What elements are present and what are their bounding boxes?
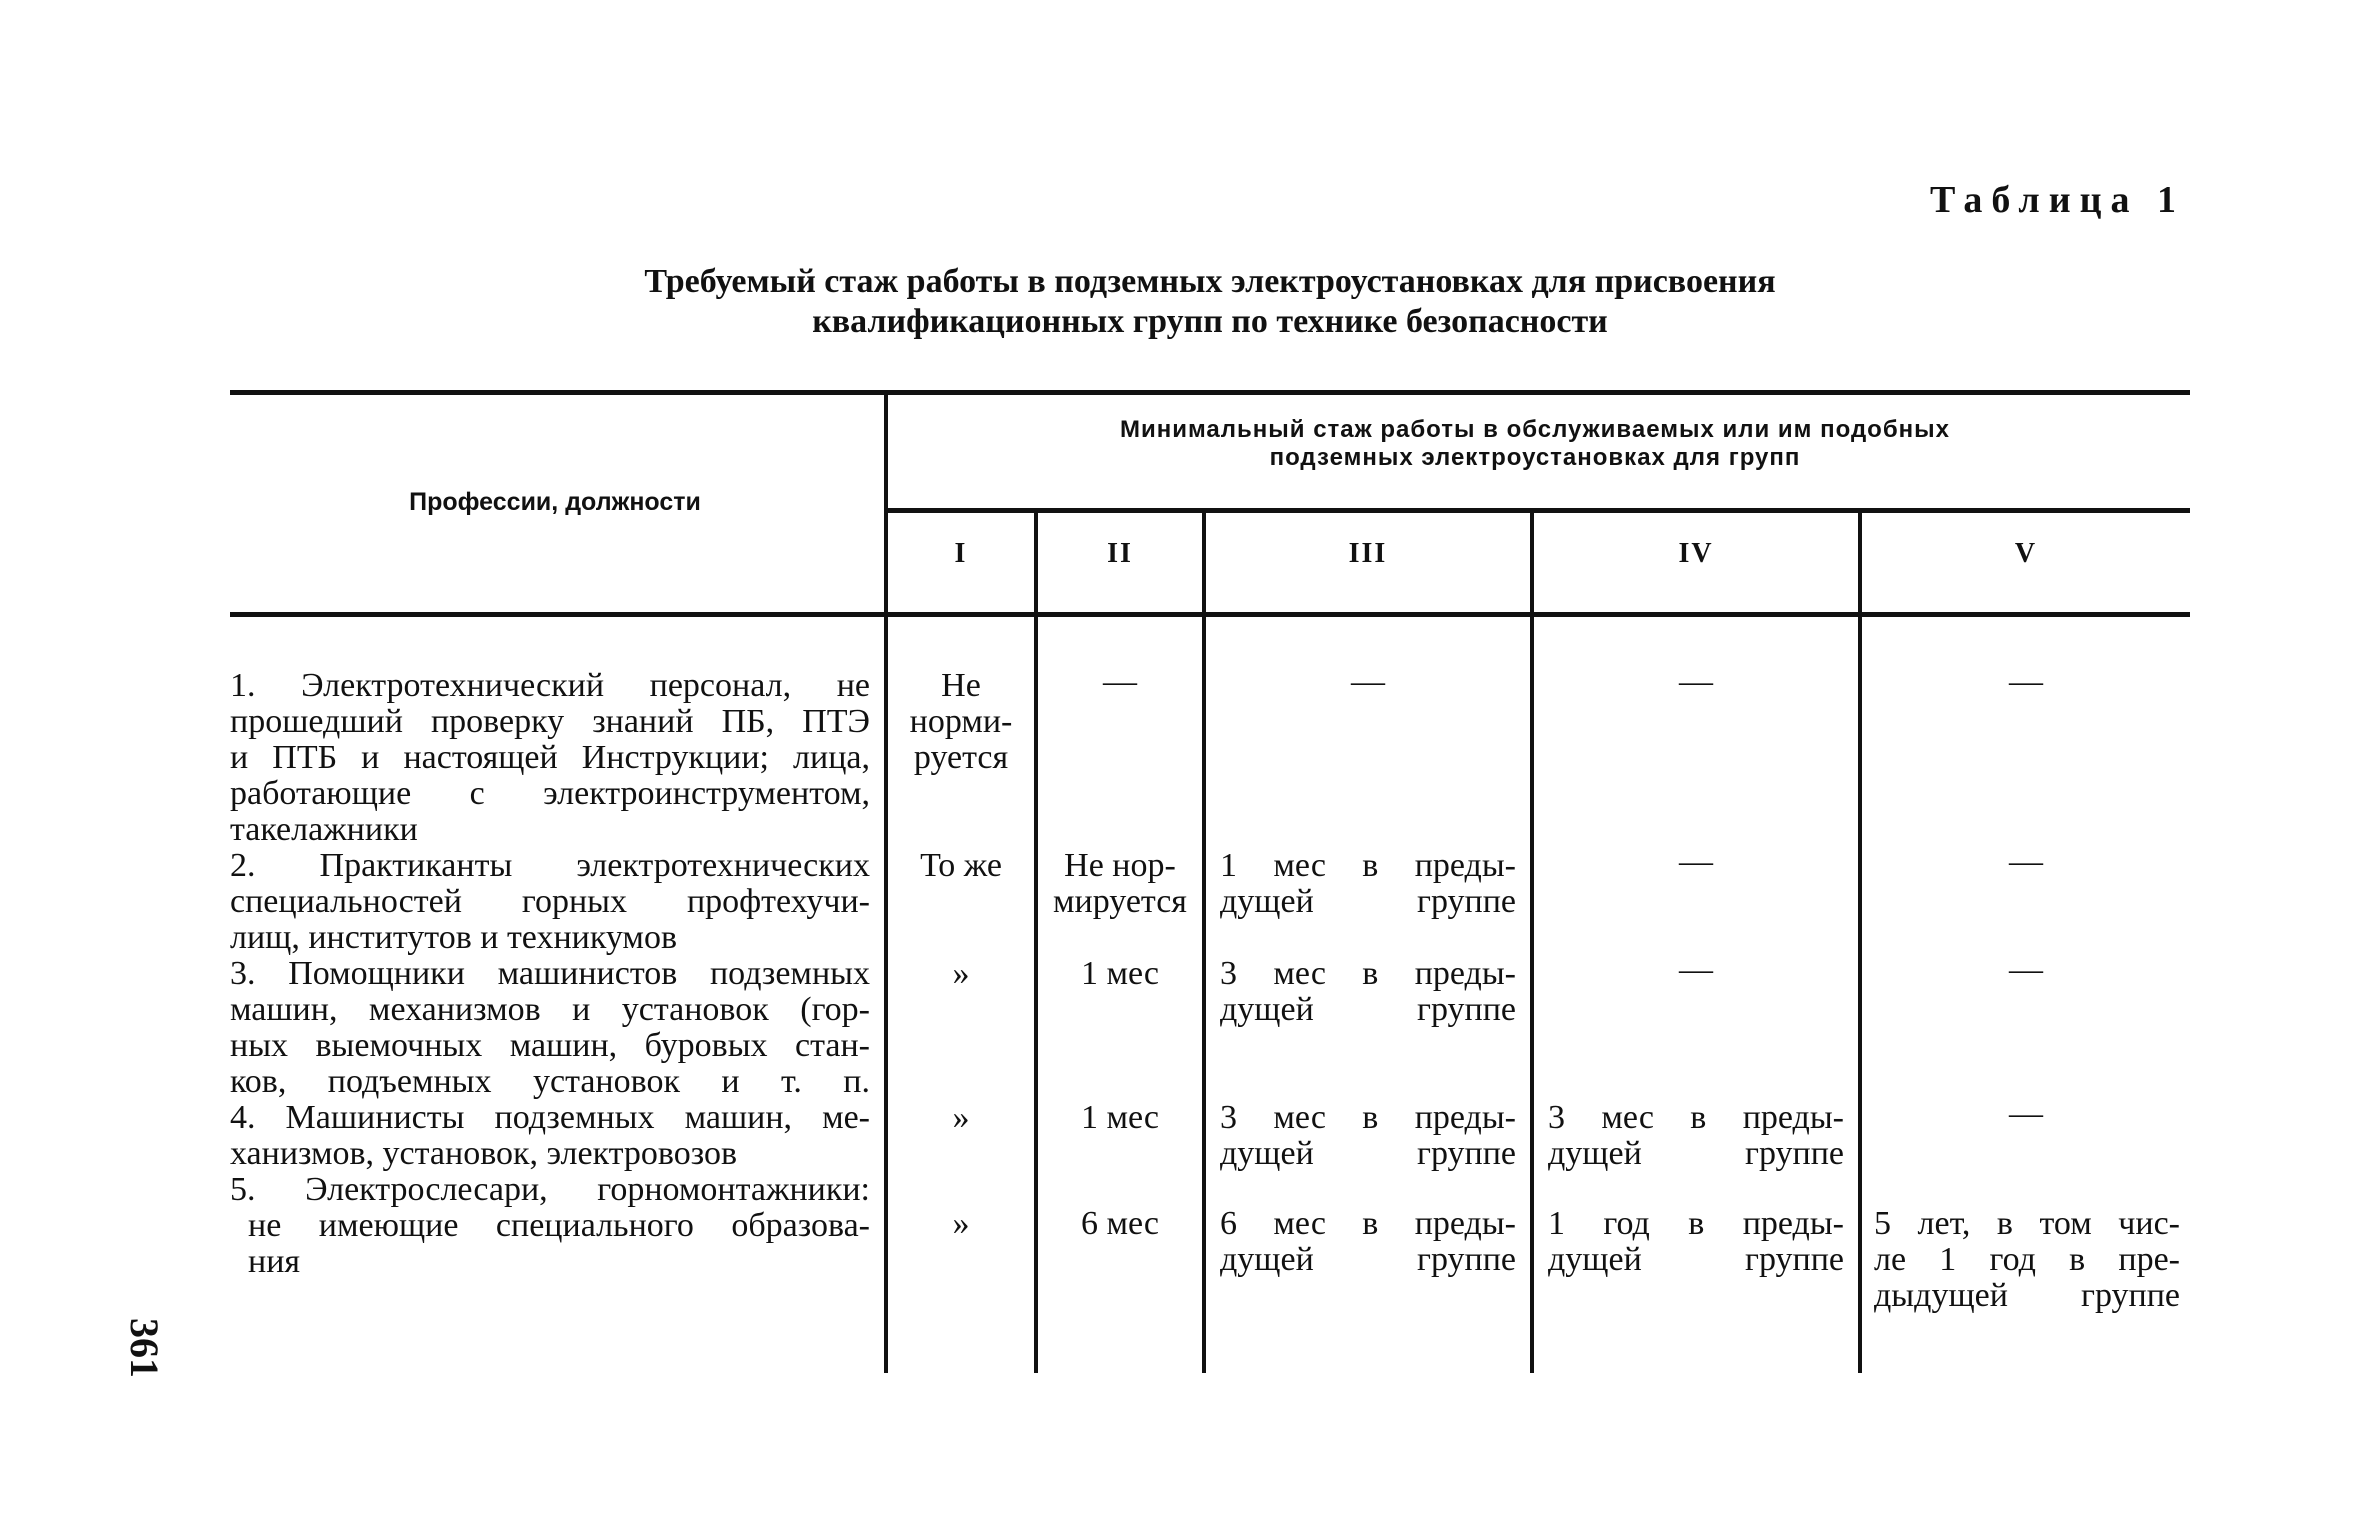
column-divider-4 [1530, 510, 1534, 1373]
table-row-5-group-5 [1874, 1206, 2180, 1314]
header-min-experience [890, 416, 2180, 472]
row-1-g1-line-1: Не [941, 667, 981, 704]
row-5-g3-line-1: 6 мес в преды- [1220, 1205, 1516, 1242]
page-title-line-2: квалификационных групп по технике безопасности [812, 303, 1608, 340]
table-row-2-group-1: То же [920, 847, 1002, 884]
table-row-2-group-3 [1220, 848, 1516, 920]
row-1-profession-line-1: 1. Электротехнический персонал, не [230, 667, 870, 704]
row-4-profession-line-1: 4. Машинисты подземных машин, ме- [230, 1099, 870, 1136]
table-row-4-group-1: » [952, 1099, 970, 1136]
table-row-1-group-5: — [2009, 663, 2043, 700]
row-5-g4-line-2: дущей группе [1548, 1241, 1844, 1278]
row-2-g2-line-1: Не нор- [1064, 847, 1176, 884]
table-row-3-group-4: — [1679, 951, 1713, 988]
group-header-4: IV [1678, 538, 1714, 569]
page-title [230, 262, 2190, 342]
table-row-2-profession [230, 848, 870, 956]
row-4-g4-line-2: дущей группе [1548, 1135, 1844, 1172]
row-5-profession-line-3: ния [248, 1243, 301, 1280]
table-row-2-group-4: — [1679, 843, 1713, 880]
row-2-g3-line-2: дущей группе [1220, 883, 1516, 920]
table-row-1-group-3: — [1351, 663, 1385, 700]
table-row-3-group-2: 1 мес [1080, 955, 1160, 992]
column-divider-2 [1034, 510, 1038, 1373]
table-row-5-group-4 [1548, 1206, 1844, 1278]
row-5-g5-line-3: дыдущей группе [1874, 1277, 2180, 1314]
table-row-4-group-5: — [2009, 1095, 2043, 1132]
row-5-g5-line-1: 5 лет, в том чис- [1874, 1205, 2180, 1242]
group-header-rule [888, 508, 2190, 513]
table-row-1-group-1 [888, 668, 1034, 776]
row-1-profession-line-2: прошедший проверку знаний ПБ, ПТЭ [230, 703, 870, 740]
row-4-g4-line-1: 3 мес в преды- [1548, 1099, 1844, 1136]
page-number: 361 [122, 1318, 167, 1378]
row-1-g1-line-2: норми- [909, 703, 1013, 740]
page-title-line-1: Требуемый стаж работы в подземных электроустановках для присвоения [644, 263, 1776, 300]
row-5-profession-line-1: 5. Электрослесари, горномонтажники: [230, 1171, 870, 1208]
row-4-g3-line-2: дущей группе [1220, 1135, 1516, 1172]
row-1-profession-line-4: работающие с электроинструментом, [230, 775, 870, 812]
table-row-4-group-2: 1 мес [1080, 1099, 1160, 1136]
table-row-4-profession [230, 1100, 870, 1172]
table-row-1-group-2: — [1103, 663, 1137, 700]
row-3-g3-line-2: дущей группе [1220, 991, 1516, 1028]
row-5-g4-line-1: 1 год в преды- [1548, 1205, 1844, 1242]
group-header-5: V [2014, 538, 2038, 569]
row-2-g3-line-1: 1 мес в преды- [1220, 847, 1516, 884]
table-row-3-profession [230, 956, 870, 1100]
header-bottom-rule [230, 612, 2190, 617]
header-min-experience-line-1: Минимальный стаж работы в обслуживаемых или им подобных [1120, 416, 1950, 443]
row-1-g1-line-3: руется [913, 739, 1009, 776]
row-3-profession-line-4: ков, подъемных установок и т. п. [230, 1063, 870, 1100]
table-top-rule [230, 390, 2190, 395]
header-professions: Профессии, должности [409, 488, 701, 516]
row-2-profession-line-3: лищ, институтов и техникумов [230, 919, 677, 956]
table-row-3-group-1: » [952, 955, 970, 992]
row-3-profession-line-3: ных выемочных машин, буровых стан- [230, 1027, 870, 1064]
table-label: Таблица 1 [1929, 179, 2185, 221]
table-row-5-group-2: 6 мес [1080, 1205, 1160, 1242]
table-row-4-group-3 [1220, 1100, 1516, 1172]
table-row-2-group-2 [1038, 848, 1202, 920]
row-5-g3-line-2: дущей группе [1220, 1241, 1516, 1278]
column-divider-3 [1202, 510, 1206, 1373]
table-row-1-group-4: — [1679, 663, 1713, 700]
row-4-g3-line-1: 3 мес в преды- [1220, 1099, 1516, 1136]
row-3-profession-line-2: машин, механизмов и установок (гор- [230, 991, 870, 1028]
row-2-profession-line-2: специальностей горных профтехучи- [230, 883, 870, 920]
table-row-5-group-1: » [952, 1205, 970, 1242]
group-header-3: III [1348, 538, 1388, 569]
row-2-g2-line-2: мируется [1053, 883, 1187, 920]
table-row-4-group-4 [1548, 1100, 1844, 1172]
row-5-g5-line-2: ле 1 год в пре- [1874, 1241, 2180, 1278]
row-5-profession-line-2: не имеющие специального образова- [248, 1207, 870, 1244]
table-row-5-profession [230, 1172, 870, 1280]
table-row-3-group-3 [1220, 956, 1516, 1028]
row-3-g3-line-1: 3 мес в преды- [1220, 955, 1516, 992]
row-3-profession-line-1: 3. Помощники машинистов подземных [230, 955, 870, 992]
row-1-profession-line-5: такелажники [230, 811, 418, 848]
table-row-2-group-5: — [2009, 843, 2043, 880]
table-row-1-profession [230, 668, 870, 848]
row-4-profession-line-2: ханизмов, установок, электровозов [230, 1135, 738, 1172]
header-min-experience-line-2: подземных электроустановках для групп [1269, 444, 1801, 471]
column-divider-5 [1858, 510, 1862, 1373]
table-row-5-group-3 [1220, 1206, 1516, 1278]
group-header-2: II [1107, 538, 1133, 569]
row-2-profession-line-1: 2. Практиканты электротехнических [230, 847, 870, 884]
group-header-1: I [954, 538, 968, 569]
table-row-3-group-5: — [2009, 951, 2043, 988]
row-1-profession-line-3: и ПТБ и настоящей Инструкции; лица, [230, 739, 870, 776]
